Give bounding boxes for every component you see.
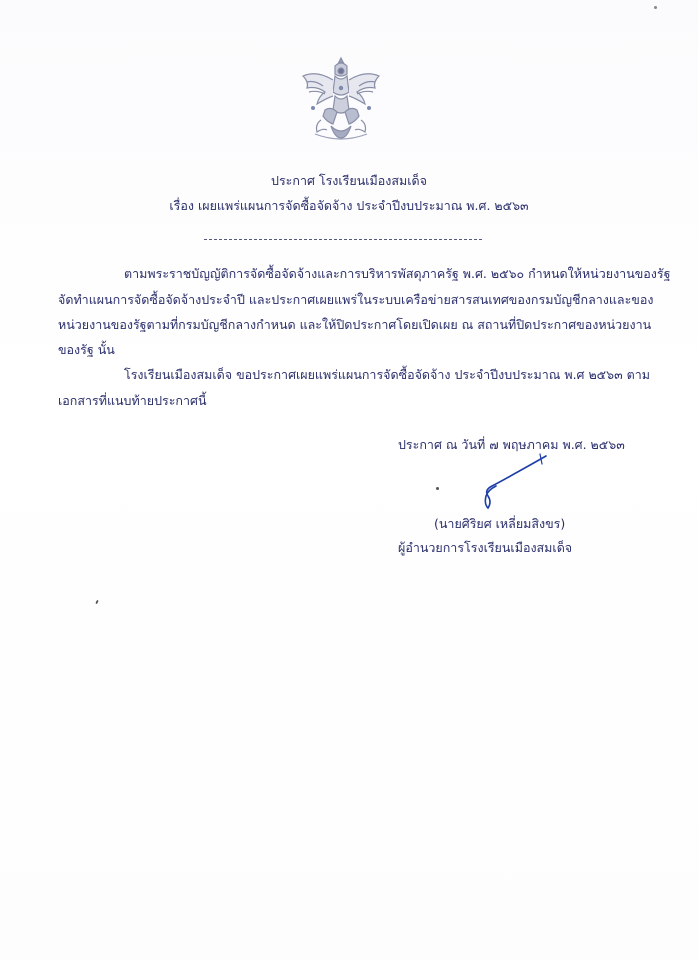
handwritten-signature-icon [470, 452, 550, 512]
paragraph-2-line-1: โรงเรียนเมืองสมเด็จ ขอประกาศเผยแพร่แผนการจัดซื้อจัดจ้าง ประจำปีงบประมาณ พ.ศ ๒๕๖๓ ตาม [124, 367, 650, 382]
paragraph-1-line-4: ของรัฐ นั้น [58, 342, 115, 357]
paragraph-1-line-3: หน่วยงานของรัฐตามที่กรมบัญชีกลางกำหนด และให้ปิดประกาศโดยเปิดเผย ณ สถานที่ปิดประกาศของหน่วยงาน [58, 317, 652, 332]
announcement-header: ประกาศ โรงเรียนเมืองสมเด็จ [271, 173, 427, 188]
signer-position: ผู้อำนวยการโรงเรียนเมืองสมเด็จ [398, 540, 573, 555]
announcement-date: ประกาศ ณ วันที่ ๗ พฤษภาคม พ.ศ. ๒๕๖๓ [398, 437, 625, 452]
signer-name: (นายศิริยศ เหลี่ยมสิงขร) [434, 516, 566, 531]
garuda-emblem-icon [295, 52, 387, 144]
paragraph-1-line-2: จัดทำแผนการจัดซื้อจัดจ้างประจำปี และประกาศเผยแพร่ในระบบเครือข่ายสารสนเทศของกรมบัญชีกลางและของ [58, 292, 654, 307]
ink-speck [654, 6, 657, 9]
ink-speck [95, 600, 99, 604]
paragraph-1-line-1: ตามพระราชบัญญัติการจัดซื้อจัดจ้างและการบริหารพัสดุภาครัฐ พ.ศ. ๒๕๖๐ กำหนดให้หน่วยงานของรัฐ [124, 266, 671, 281]
divider [204, 239, 482, 240]
paragraph-2-line-2: เอกสารที่แนบท้ายประกาศนี้ [58, 393, 207, 408]
ink-speck [436, 487, 439, 490]
announcement-subject: เรื่อง เผยแพร่แผนการจัดซื้อจัดจ้าง ประจำปีงบประมาณ พ.ศ. ๒๕๖๓ [169, 198, 529, 213]
